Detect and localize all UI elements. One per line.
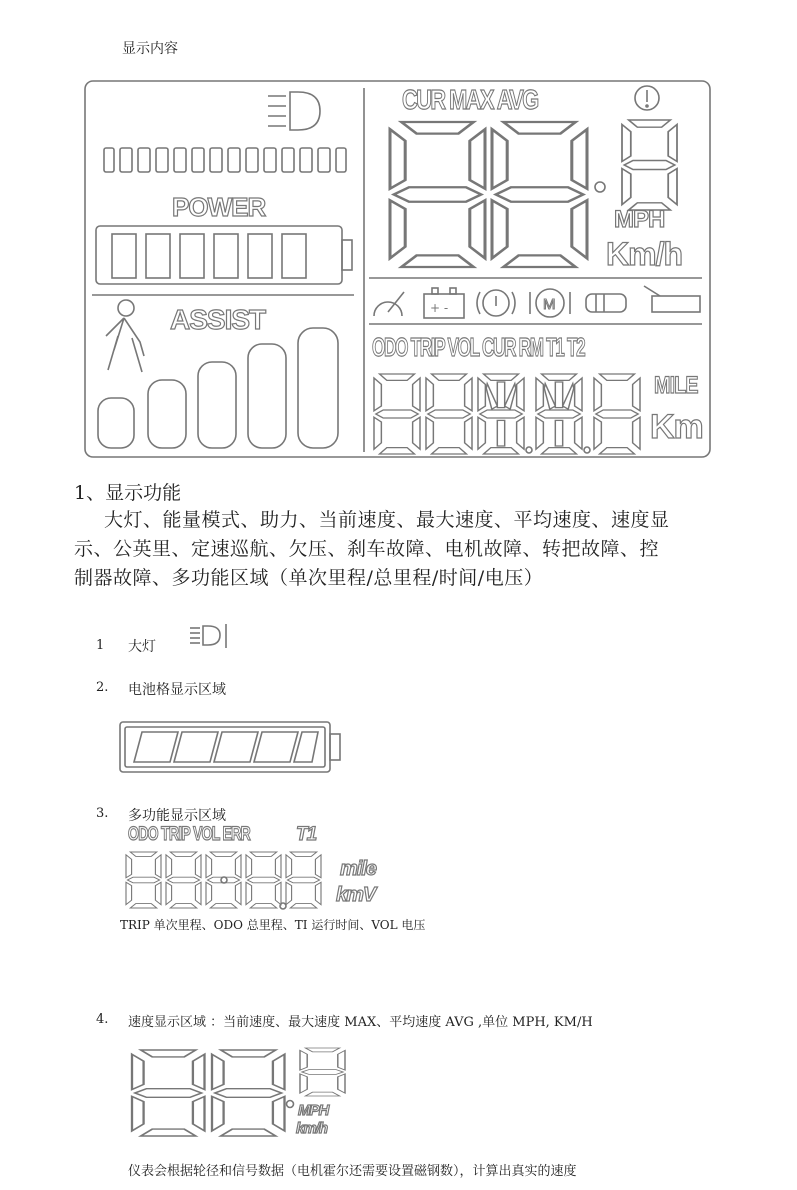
section1-body-line1: 大灯、能量模式、助力、当前速度、最大速度、平均速度、速度显 [104, 509, 670, 531]
multi-digit-2 [426, 374, 472, 454]
battery-cells-diagram [118, 720, 348, 776]
multi-small-unit-mile: mile [340, 858, 377, 880]
item2-label: 电池格显示区域 [128, 682, 226, 698]
multi-digit-5 [594, 374, 640, 454]
assist-label: ASSIST [170, 304, 266, 335]
item1-number: 1 [96, 638, 105, 653]
speed-decimal-point [595, 182, 605, 192]
speed-digit-2 [492, 122, 587, 267]
walker-icon [106, 300, 144, 372]
unit-km: Km [650, 408, 703, 446]
multi-digit-1 [374, 374, 420, 454]
svg-text:M: M [543, 296, 556, 313]
speed-digit-1 [390, 122, 485, 267]
svg-text:+ -: + - [430, 301, 449, 315]
speed-mode-labels: CUR MAX AVG [402, 84, 538, 115]
speedometer-icon [374, 292, 404, 316]
unit-mph: MPH [614, 206, 665, 233]
multi-small-unit-kmv: kmV [336, 884, 376, 906]
section1-title: 1、显示功能 [74, 482, 182, 504]
section1-body-line2: 示、公英里、定速巡航、欠压、刹车故障、电机故障、转把故障、控 [74, 538, 660, 560]
item3-number: 3. [96, 806, 109, 821]
multi-small-digits [124, 850, 344, 912]
controller-fault-icon [644, 286, 700, 312]
item3-note: TRIP 单次里程、ODO 总里程、TI 运行时间、VOL 电压 [120, 918, 426, 932]
headlight-icon [268, 92, 320, 130]
unit-kmh: Km/h [606, 236, 682, 272]
unit-mile: MILE [654, 372, 698, 399]
item3-label: 多功能显示区域 [128, 808, 226, 824]
headlight-icon [188, 622, 230, 650]
speed-small-unit-mph: MPH [298, 1102, 329, 1119]
warning-icon [635, 86, 659, 110]
item1-label: 大灯 [128, 639, 156, 655]
power-level-bar [104, 148, 346, 172]
display-content-heading: 显示内容 [122, 41, 178, 57]
battery-warning-icon [424, 288, 464, 318]
section1-body-line3: 制器故障、多功能区域（单次里程/总里程/时间/电压） [74, 567, 544, 589]
item2-number: 2. [96, 680, 109, 695]
speed-small-unit-kmh: km/h [296, 1120, 328, 1137]
multi-mode-labels: ODO TRIP VOL CUR RM T1 T2 [372, 332, 585, 362]
speed-digit-3 [622, 120, 677, 210]
multi-digit-3 [478, 374, 524, 454]
brake-fault-icon [477, 290, 515, 316]
footer-note: 仪表会根据轮径和信号数据（电机霍尔还需要设置磁钢数），计算出真实的速度 [128, 1164, 577, 1179]
multi-small-t1-label: T1 [296, 824, 317, 845]
item4-number: 4. [96, 1012, 109, 1027]
multi-digit-4 [536, 374, 582, 454]
item4-label: 速度显示区域 ：当前速度、最大速度 MAX、平均速度 AVG ,单位 MPH, KM/H [128, 1015, 593, 1030]
multi-small-mode-labels: ODO TRIP VOL ERR [128, 824, 251, 845]
throttle-fault-icon [586, 294, 626, 312]
battery-gauge [96, 226, 352, 284]
power-label: POWER [172, 192, 266, 222]
motor-fault-icon [530, 289, 570, 317]
lcd-panel [84, 80, 711, 458]
